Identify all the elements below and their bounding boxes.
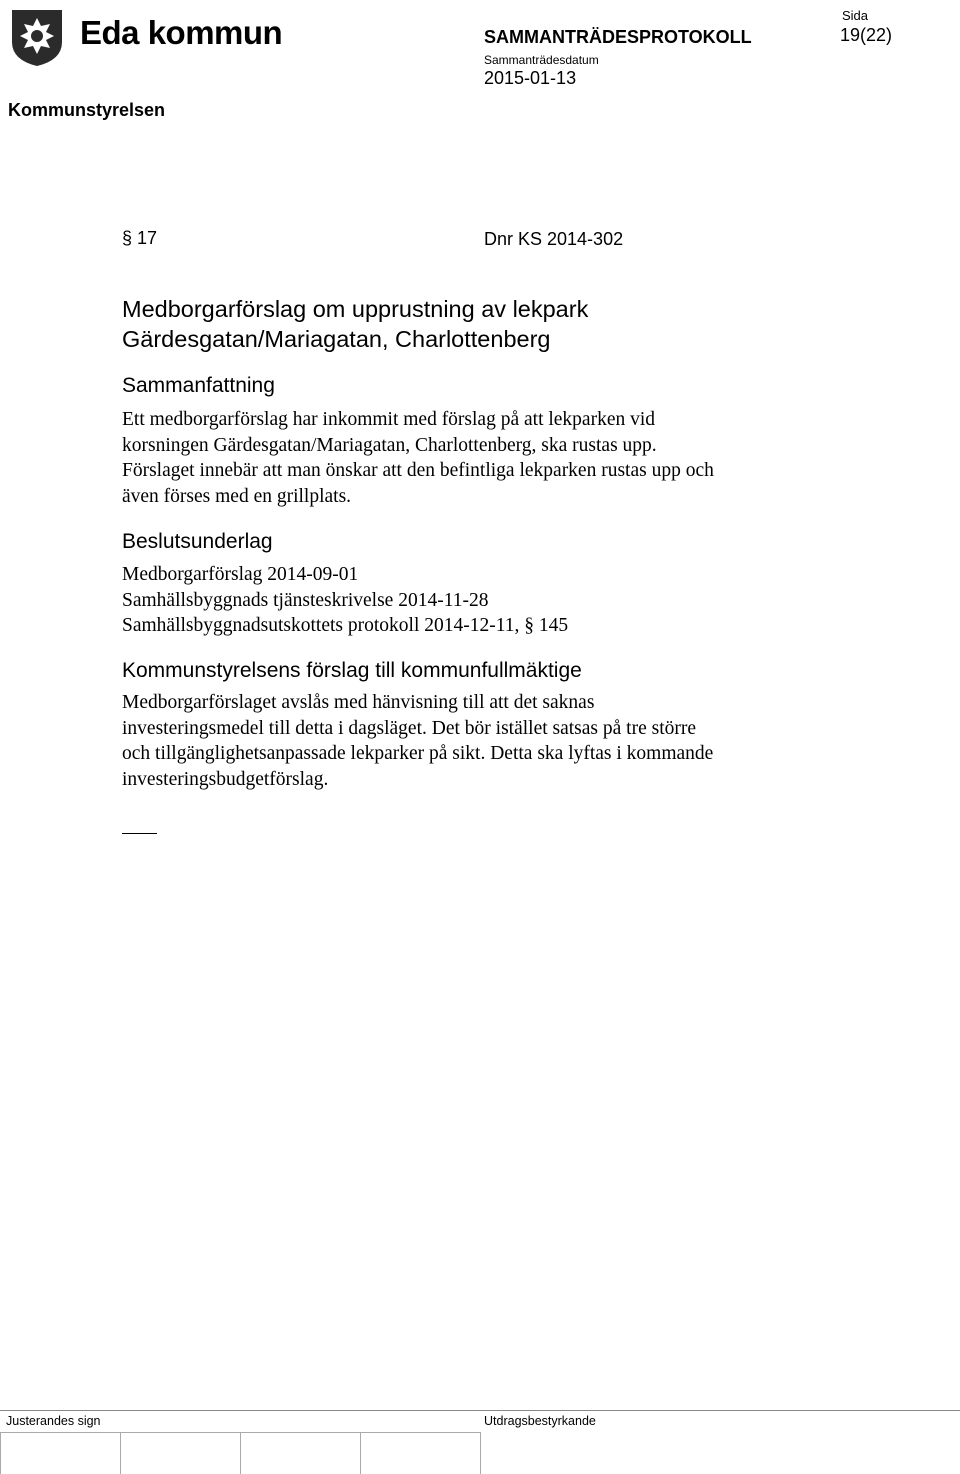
- logo-wordmark: Eda kommun: [80, 14, 283, 51]
- proposal-line: Medborgarförslaget avslås med hänvisning till att det saknas: [122, 692, 595, 713]
- signature-label: Justerandes sign: [6, 1414, 101, 1428]
- extract-certification-label: Utdragsbestyrkande: [484, 1414, 596, 1428]
- signature-box-divider: [480, 1432, 481, 1474]
- case-reference: Dnr KS 2014-302: [484, 229, 624, 249]
- proposal-heading: Kommunstyrelsens förslag till kommunfullmäktige: [122, 659, 582, 682]
- signature-box-divider: [240, 1432, 241, 1474]
- signature-box-divider: [0, 1432, 1, 1474]
- summary-line: korsningen Gärdesgatan/Mariagatan, Charlottenberg, ska rustas upp.: [122, 434, 657, 456]
- decision-basis-list: [122, 562, 568, 639]
- signature-box-divider: [120, 1432, 121, 1474]
- summary-line: även förses med en grillplats.: [122, 485, 352, 507]
- signature-box-divider: [360, 1432, 361, 1474]
- end-divider: [122, 833, 157, 834]
- meeting-date-label: Sammanträdesdatum: [484, 53, 599, 67]
- case-title-line: Medborgarförslag om upprustning av lekpark: [122, 296, 589, 322]
- document-type: SAMMANTRÄDESPROTOKOLL: [484, 27, 752, 47]
- summary-line: Förslaget innebär att man önskar att den befintliga lekparken rustas upp och: [122, 460, 714, 481]
- footer-divider: [0, 1410, 960, 1411]
- case-title: [122, 294, 588, 354]
- meeting-date: 2015-01-13: [484, 68, 577, 88]
- decision-basis-item: Samhällsbyggnads tjänsteskrivelse 2014-11-28: [122, 589, 489, 611]
- proposal-line: investeringsmedel till detta i dagsläget. Det bör istället satsas på tre större: [122, 717, 697, 739]
- proposal-text: [122, 690, 713, 792]
- summary-heading: Sammanfattning: [122, 374, 275, 397]
- page-number: 19(22): [840, 25, 893, 45]
- page-label: Sida: [842, 8, 869, 23]
- decision-basis-heading: Beslutsunderlag: [122, 530, 273, 553]
- decision-basis-item: Medborgarförslag 2014-09-01: [122, 564, 359, 585]
- summary-text: [122, 407, 714, 509]
- municipal-shield-icon: [8, 6, 66, 68]
- case-title-line: Gärdesgatan/Mariagatan, Charlottenberg: [122, 326, 551, 352]
- summary-line: Ett medborgarförslag har inkommit med förslag på att lekparken vid: [122, 409, 656, 430]
- decision-basis-item: Samhällsbyggnadsutskottets protokoll 2014-12-11, § 145: [122, 615, 569, 636]
- proposal-line: investeringsbudgetförslag.: [122, 768, 329, 790]
- proposal-line: och tillgänglighetsanpassade lekparker på sikt. Detta ska lyftas i kommande: [122, 743, 714, 764]
- section-number: § 17: [122, 228, 158, 248]
- organization-name: Kommunstyrelsen: [8, 100, 166, 120]
